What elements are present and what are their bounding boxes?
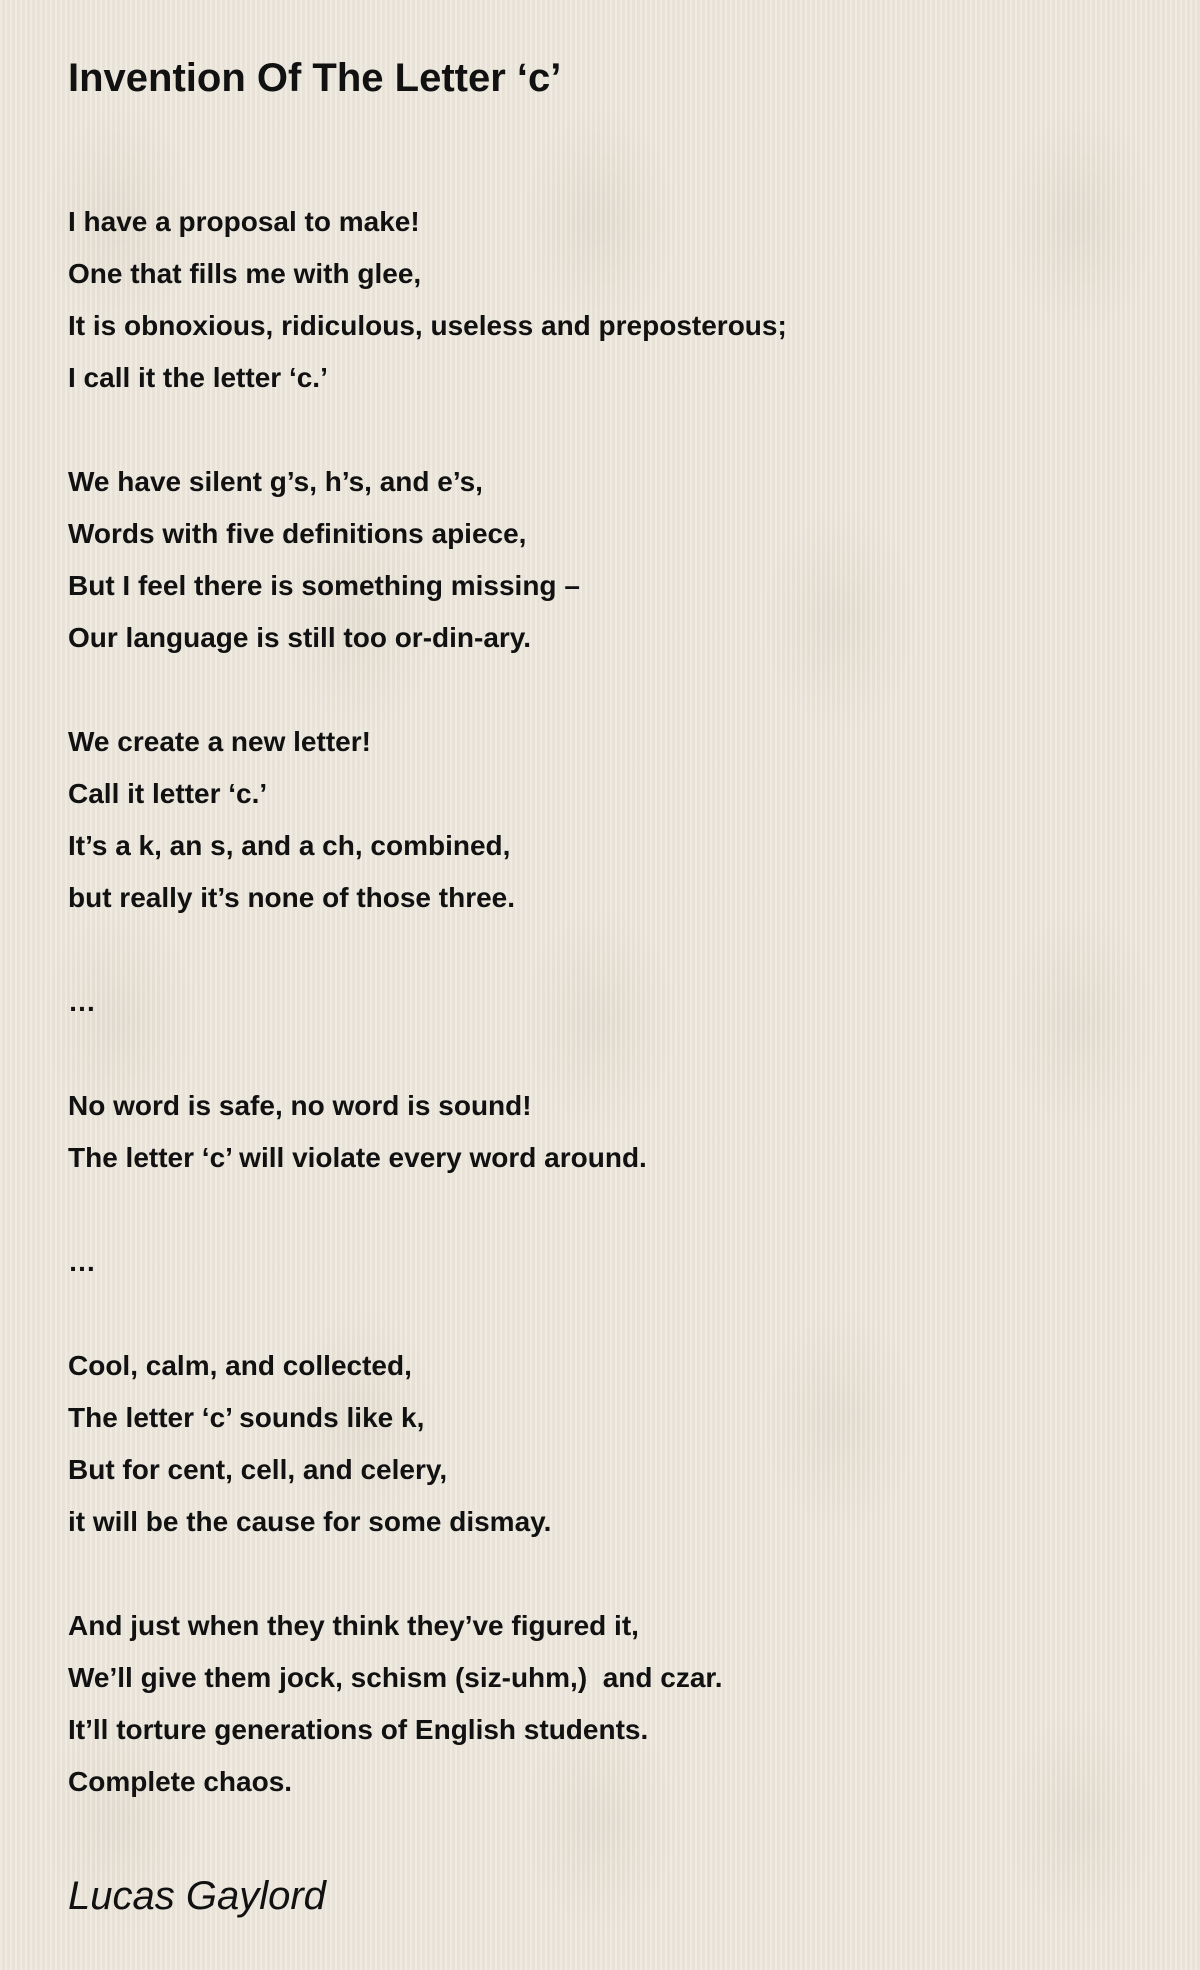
poem-line: And just when they think they’ve figured it,: [68, 1610, 639, 1641]
stanza-gap: [68, 1184, 1148, 1236]
stanza-gap: [68, 1028, 1148, 1080]
poem-line: We create a new letter!: [68, 726, 371, 757]
poem-body: [68, 196, 1148, 1808]
poem-line: Words with five definitions apiece,: [68, 518, 527, 549]
stanza-gap: [68, 1288, 1148, 1340]
stanza-1: [68, 196, 1148, 404]
stanza-5: [68, 1080, 1148, 1184]
stanza-gap: [68, 924, 1148, 976]
poem-line: Complete chaos.: [68, 1766, 293, 1797]
poem-line: One that fills me with glee,: [68, 258, 422, 289]
poem-line: The letter ‘c’ will violate every word around.: [68, 1142, 647, 1173]
stanza-2: [68, 456, 1148, 664]
poem-line: We’ll give them jock, schism (siz-uhm,) and czar.: [68, 1662, 723, 1693]
poem-page: [68, 50, 1148, 1808]
stanza-3: [68, 716, 1148, 924]
poem-line: But for cent, cell, and celery,: [68, 1454, 448, 1485]
stanza-8: [68, 1600, 1148, 1808]
stanza-gap: [68, 664, 1148, 716]
poem-line: It’ll torture generations of English students.: [68, 1714, 649, 1745]
poem-line: Cool, calm, and collected,: [68, 1350, 412, 1381]
poem-line: No word is safe, no word is sound!: [68, 1090, 532, 1121]
stanza-gap: [68, 1548, 1148, 1600]
poem-line: it will be the cause for some dismay.: [68, 1506, 552, 1537]
poem-line: But I feel there is something missing –: [68, 570, 580, 601]
poem-line: I call it the letter ‘c.’: [68, 362, 328, 393]
poem-line: It’s a k, an s, and a ch, combined,: [68, 830, 511, 861]
ellipsis-line: …: [68, 986, 96, 1017]
ellipsis-line: …: [68, 1246, 96, 1277]
poem-title: Invention Of The Letter ‘c’: [68, 56, 562, 100]
poem-line: It is obnoxious, ridiculous, useless and preposterous;: [68, 310, 787, 341]
poem-line: Our language is still too or-din-ary.: [68, 622, 532, 653]
stanza-ellipsis-1: [68, 976, 1148, 1028]
poem-line: but really it’s none of those three.: [68, 882, 516, 913]
stanza-ellipsis-2: [68, 1236, 1148, 1288]
poem-author: Lucas Gaylord: [68, 1874, 326, 1918]
poem-line: The letter ‘c’ sounds like k,: [68, 1402, 425, 1433]
stanza-7: [68, 1340, 1148, 1548]
stanza-gap: [68, 404, 1148, 456]
poem-line: I have a proposal to make!: [68, 206, 420, 237]
poem-line: We have silent g’s, h’s, and e’s,: [68, 466, 483, 497]
poem-line: Call it letter ‘c.’: [68, 778, 268, 809]
